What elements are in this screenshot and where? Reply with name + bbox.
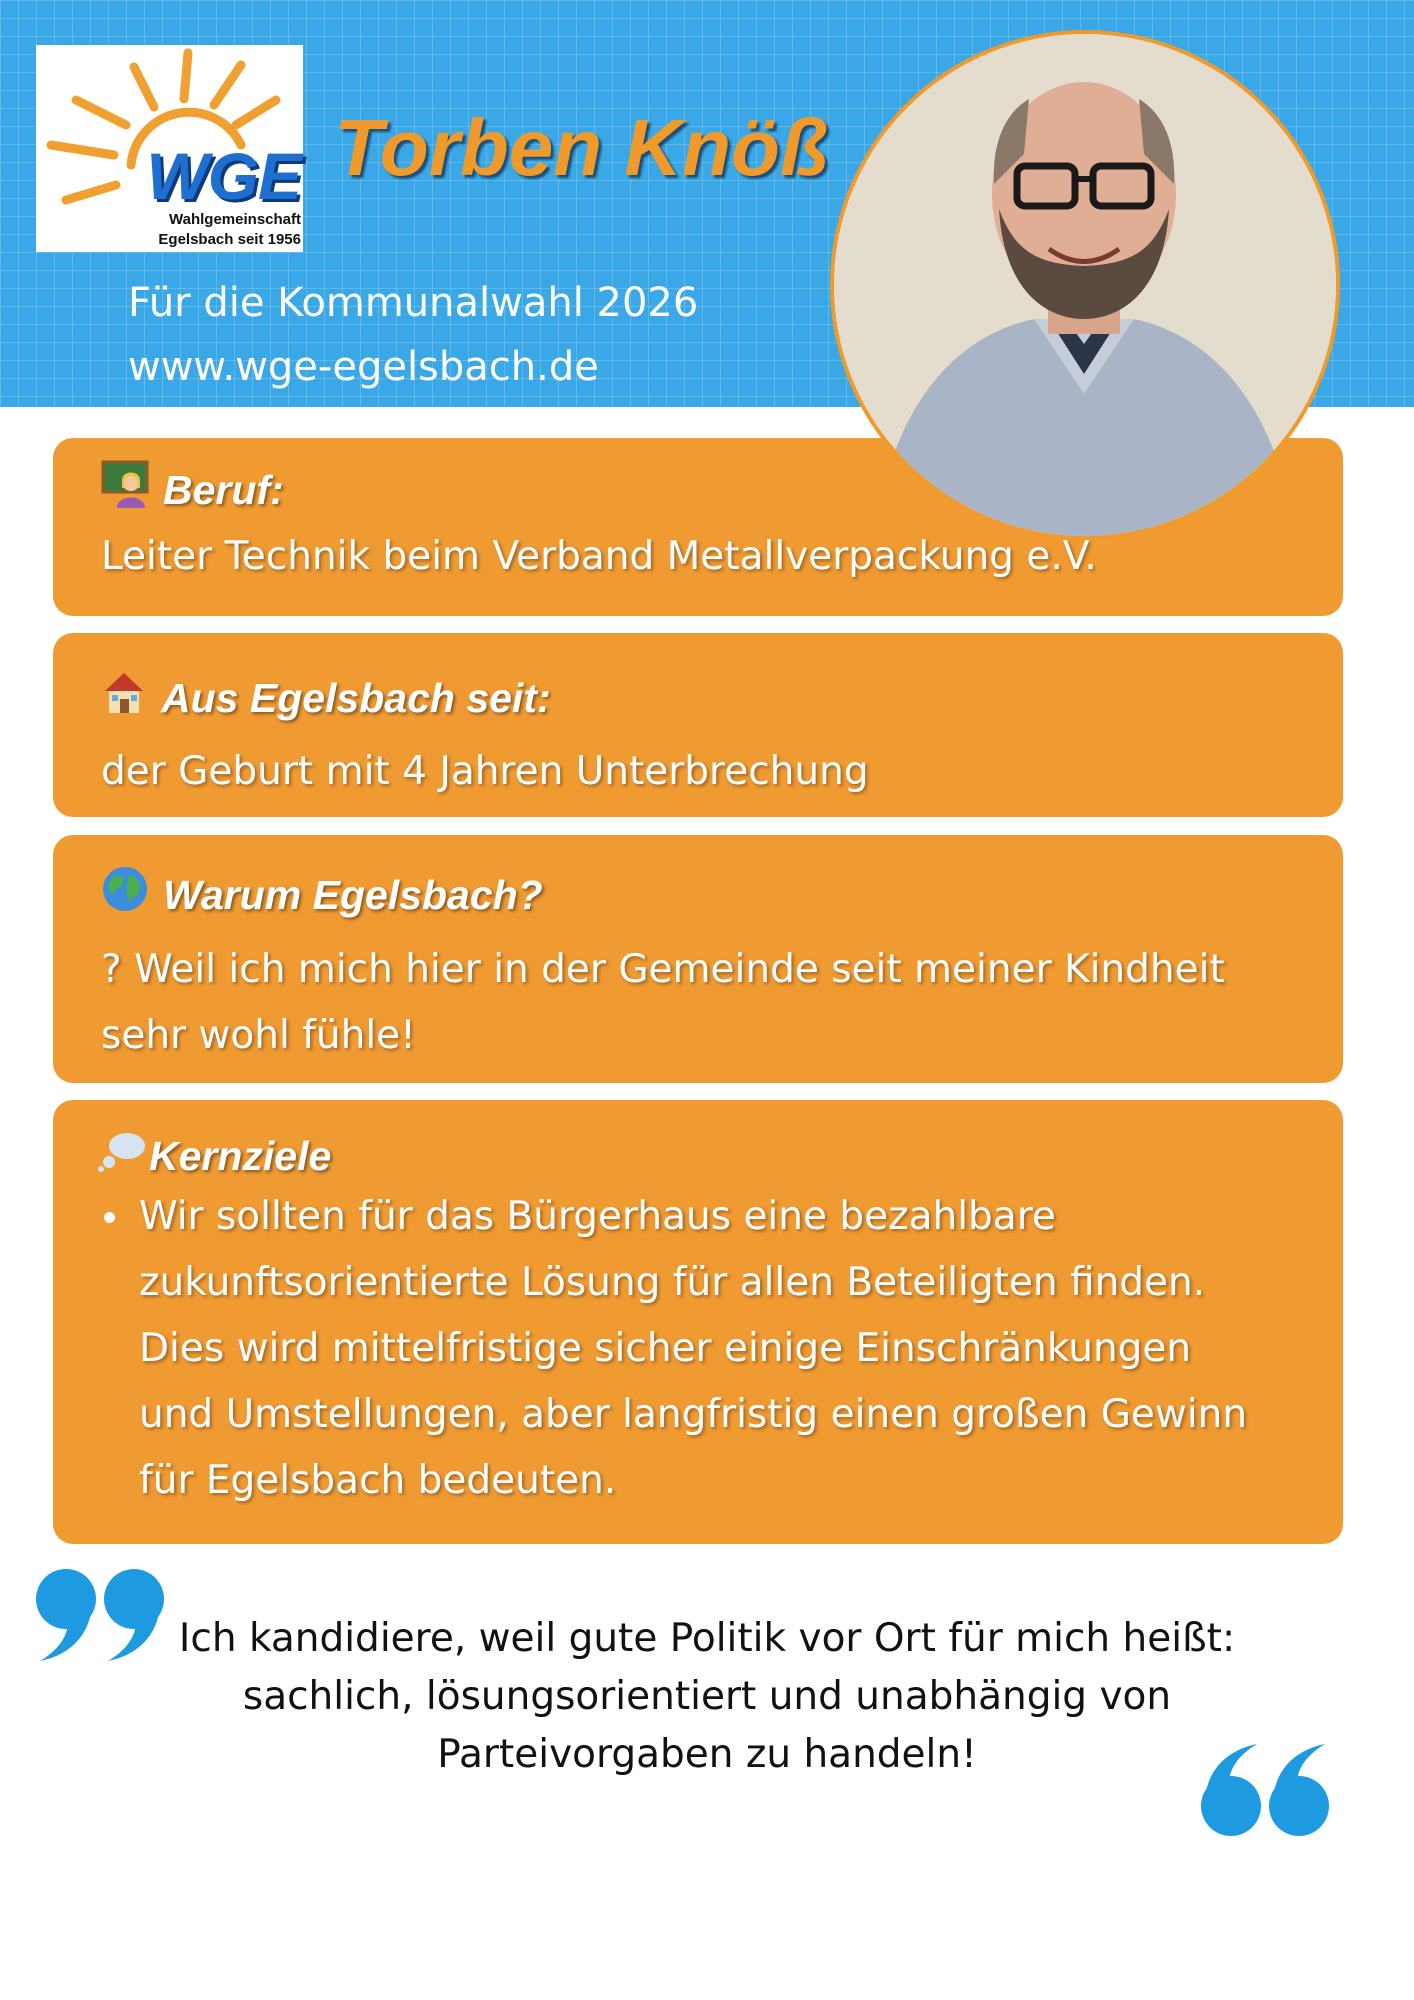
thought-bubble-emoji-icon <box>97 1128 147 1184</box>
herkunft-title: Aus Egelsbach seit: <box>161 675 551 721</box>
website-link[interactable]: www.wge-egelsbach.de <box>128 344 599 390</box>
card-herkunft <box>53 633 1343 817</box>
beruf-title: Beruf: <box>163 467 284 513</box>
beruf-text: Leiter Technik beim Verband Metallverpackung e.V. <box>101 534 1097 579</box>
card-kernziele <box>53 1100 1343 1544</box>
warum-title: Warum Egelsbach? <box>163 872 543 918</box>
warum-text-line-2: sehr wohl fühle! <box>101 1013 416 1058</box>
quote-line-2: sachlich, lösungsorientiert und unabhängig von <box>242 1674 1172 1719</box>
quote-text <box>120 1610 1294 1784</box>
kernziele-title: Kernziele <box>149 1133 332 1179</box>
logo-line-1: Wahlgemeinschaft <box>169 211 301 228</box>
globe-emoji-icon <box>101 865 149 925</box>
warum-text-line-1: ? Weil ich mich hier in der Gemeinde seit meiner Kindheit <box>101 947 1225 992</box>
wge-logo <box>36 45 303 252</box>
house-emoji-icon <box>101 669 147 727</box>
logo-line-2: Egelsbach seit 1956 <box>158 231 301 248</box>
election-subtitle: Für die Kommunalwahl 2026 <box>128 280 699 326</box>
close-quote-icon <box>1195 1740 1331 1840</box>
quote-line-1: Ich kandidiere, weil gute Politik vor Ort für mich heißt: <box>178 1616 1236 1661</box>
logo-wordmark: WGE <box>146 139 301 213</box>
card-warum <box>53 835 1343 1083</box>
list-item: Wir sollten für das Bürgerhaus eine bezahlbare zukunftsorientierte Lösung für allen Beteiligten finden. Dies wird mittelfristige sicher einige Einschränkungen und Umstellungen, aber langfristig einen großen Gewinn für Egelsbach bedeuten. <box>139 1184 1333 1514</box>
quote-line-3: Parteivorgaben zu handeln! <box>437 1732 977 1777</box>
teacher-emoji-icon <box>101 460 149 520</box>
herkunft-text: der Geburt mit 4 Jahren Unterbrechung <box>101 749 869 794</box>
candidate-name: Torben Knöß <box>334 103 829 192</box>
kernziele-list <box>97 1184 1333 1514</box>
portrait-photo <box>830 30 1340 540</box>
